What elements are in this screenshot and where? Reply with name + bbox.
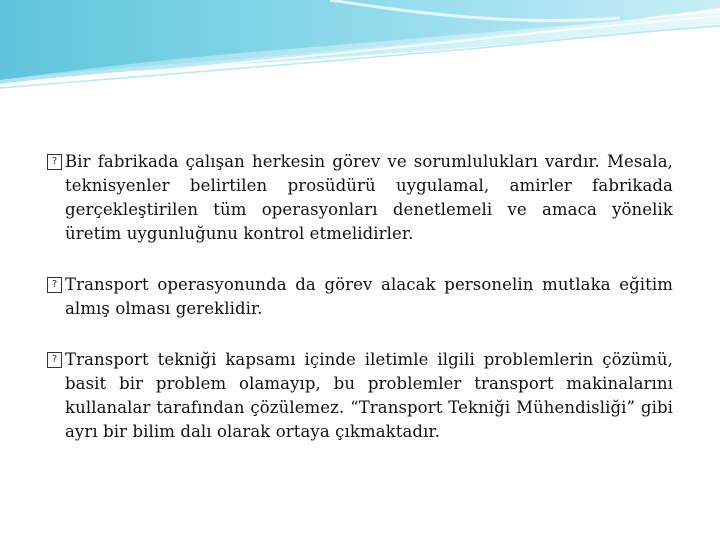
missing-glyph-icon: ? (47, 277, 62, 293)
bullet-text: Bir fabrikada çalışan herkesin görev ve sorumlulukları vardır. Mesala, teknisyenler belirtilen prosüdürü uygulamal, amirler fabrikada gerçekleştirilen tüm operasyonları denetlemeli ve amaca yönelik üretim uygunluğunu kontrol etmelidirler. (65, 152, 673, 243)
bullet-text: Transport tekniği kapsamı içinde iletimle ilgili problemlerin çözümü, basit bir problem olamayıp, bu problemler transport makinalarını kullanalar tarafından çözülemez. “Transport Tekniği Mühendisliği” gibi ayrı bir bilim dalı olarak ortaya çıkmaktadır. (65, 350, 673, 441)
list-item (47, 348, 673, 444)
bullet-list (47, 150, 673, 471)
bullet-text: Transport operasyonunda da görev alacak personelin mutlaka eğitim almış olması gereklidir. (65, 275, 673, 318)
list-item (47, 273, 673, 321)
missing-glyph-icon: ? (47, 154, 62, 170)
list-item (47, 150, 673, 246)
missing-glyph-icon: ? (47, 352, 62, 368)
header-wave-decoration (0, 0, 720, 90)
